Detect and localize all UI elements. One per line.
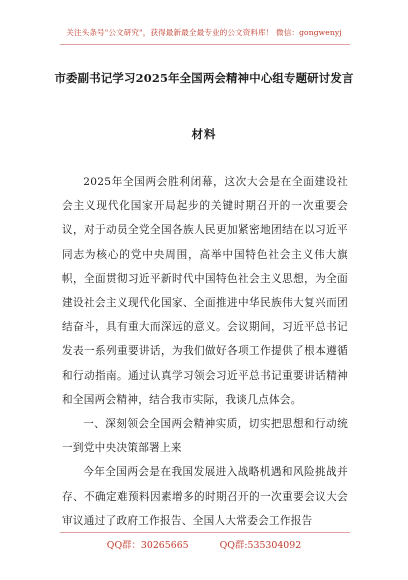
footer: [0, 537, 408, 551]
section-heading-1: 一、深刻领会全国两会精神实质，切实把思想和行动统一到党中央决策部署上来: [62, 418, 348, 455]
intro-paragraph: 2025年全国两会胜利闭幕，这次大会是在全面建设社会主义现代化国家开局起步的关键时期召开的一次重要会议，对于动员全党全国各族人民更加紧密地团结在以习近平同志为核心的党中央周围，高举中国特色社会主义伟大旗帜，全面贯彻习近平新时代中国特色社会主义思想，为全面建设社会主义现代化国家、全面推进中华民族伟大复兴而团结奋斗，具有重大而深远的意义。会议期间，习近平总书记发表一系列重要讲话，为我们做好各项工作提供了根本遵循和行动指南。通过认真学习领会习近平总书记重要讲话精神和全国两会精神，结合我市实际，我谈几点体会。: [62, 176, 348, 406]
document-title-line2: 材料: [191, 127, 217, 141]
document-title-line1: 市委副书记学习2025年全国两会精神中心组专题研讨发言: [54, 71, 354, 85]
document-body: [62, 170, 348, 533]
section-1-paragraph: 今年全国两会是在我国发展进入战略机遇和风险挑战并存、不确定难预料因素增多的时期召开的一次重要会议大会审议通过了政府工作报告、全国人大常委会工作报告: [62, 466, 348, 527]
footer-divider: [60, 532, 350, 533]
header-banner: 关注头条号"公文研究"，获得最新最全最专业的公文资料库！ 微信：gongwenyj: [66, 28, 342, 37]
footer-qq-group-1: QQ群：30265665: [106, 540, 189, 551]
header-divider: [60, 44, 350, 45]
footer-qq-group-2: QQ群:535304092: [219, 540, 302, 551]
